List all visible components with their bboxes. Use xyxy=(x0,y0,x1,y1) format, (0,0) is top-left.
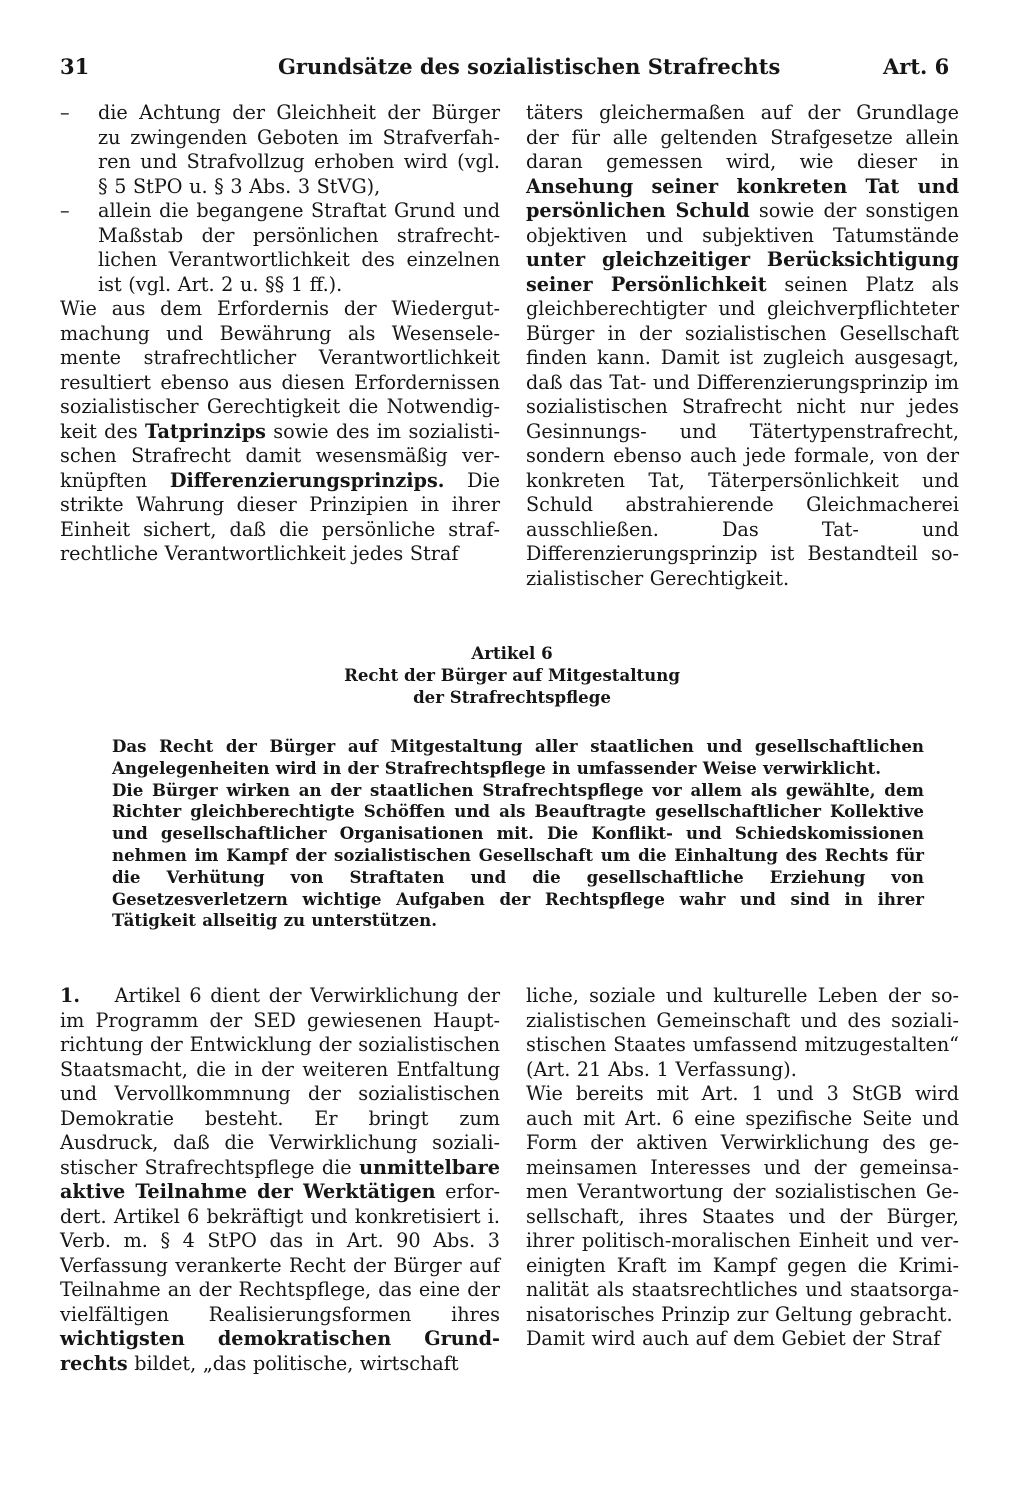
article-reference: Art. 6 xyxy=(883,54,950,79)
paragraph xyxy=(60,297,500,567)
article-heading xyxy=(262,642,762,708)
paragraph: liche, soziale und kulturelle Leben der sozialistischen Gemeinschaft und des sozialistischen Staates umfassend mitzugestalten“ (Art. 21 Abs. 1 Verfassung). xyxy=(526,984,959,1081)
article-title-line: Recht der Bürger auf Mitgestaltung xyxy=(344,665,680,685)
bold-term: Ansehung seiner konkreten Tat und persönlichen Schuld xyxy=(526,174,959,222)
law-text xyxy=(112,736,924,932)
bold-term: unter gleichzeitiger Berücksichtigung seiner Persönlichkeit xyxy=(526,248,959,296)
text-run: erfordert. Artikel 6 bekräftigt und konkretisiert i. Verb. m. § 4 StPO das in Art. 90 Abs. 3 Verfassung verankerte Recht der Bürger auf Teilnahme an der Rechtspflege, das eine der vielfältigen Realisierungsformen ihres xyxy=(60,1180,500,1326)
article-title-line: der Strafrechtspflege xyxy=(413,687,611,707)
column-lower-left xyxy=(60,984,500,1376)
text-run: bildet, „das politische, wirtschaft xyxy=(134,1351,459,1375)
bold-term: wichtigsten demokratischen Grundrechts xyxy=(60,1327,500,1375)
bold-term: unmittelbare aktive Teilnahme der Werktätigen xyxy=(60,1155,500,1203)
column-upper-right xyxy=(526,101,959,591)
page-number: 31 xyxy=(60,54,90,79)
law-paragraph: Die Bürger wirken an der staatlichen Strafrechtspflege vor allem als gewählte, dem Richter gleichberechtigte Schöffen und als Beauftragte gesellschaftlicher Kollektive und gesellschaftlicher Organisationen mit. Die Konflikt- und Schiedskomissionen nehmen im Kampf der sozialistischen Gesellschaft um die Einhaltung des Rechts für die Verhütung von Straftaten und die gesellschaftliche Erziehung von Gesetzesverletzern wichtige Aufgaben der Rechtspflege wahr und sind in ihrer Tätigkeit allseitig zu unterstützen. xyxy=(112,779,924,931)
text-run: sowie des im sozialistischen Strafrecht damit wesensmäßig verknüpften xyxy=(60,419,501,492)
dash-item-text: allein die begangene Straftat Grund und Maßstab der persönlichen strafrechtlichen Verantwortlichkeit des einzelnen ist (vgl. Art. 2 u. §§ 1 ff.). xyxy=(98,199,500,296)
dash-marker: – xyxy=(60,199,70,222)
law-paragraph: Das Recht der Bürger auf Mitgestaltung aller staatlichen und gesellschaftlichen Angelegenheiten wird in der Strafrechtspflege in umfassender Weise verwirklicht. xyxy=(112,736,924,778)
text-run: sowie der sonstigen objektiven und subjektiven Tatumstände xyxy=(526,199,959,247)
paragraph xyxy=(526,101,959,591)
text-run: Die strikte Wahrung dieser Prinzipien in ihrer Einheit sichert, daß die persönliche strafrechtliche Verantwortlichkeit jedes Straf xyxy=(60,468,500,565)
running-header xyxy=(0,54,1024,94)
text-run: Wie aus dem Erfordernis der Wiedergutmachung und Bewährung als Wesenselemente strafrechtlicher Verantwortlichkeit resultiert ebenso aus diesen Erfordernissen sozialistischer Gerechtigkeit die Notwendigkeit des xyxy=(60,297,500,443)
paragraph: Wie bereits mit Art. 1 und 3 StGB wird auch mit Art. 6 eine spezifische Seite und Form der aktiven Verwirklichung des gemeinsamen Interesses und der gemeinsamen Verantwortung der sozialistischen Gesellschaft, ihres Staates und der Bürger, ihrer politisch-moralischen Einheit und vereinigten Kraft im Kampf gegen die Kriminalität als staatsrechtliches und staatsorganisatorisches Prinzip zur Geltung gebracht. xyxy=(526,1082,959,1326)
running-title: Grundsätze des sozialistischen Strafrechts xyxy=(278,54,781,79)
dash-item xyxy=(60,199,500,297)
dash-marker: – xyxy=(60,101,70,124)
bold-term: Differenzierungsprinzips. xyxy=(169,468,445,492)
bold-term: Tatprinzips xyxy=(145,419,266,443)
commentary-number: 1. xyxy=(60,984,81,1007)
text-run: Artikel 6 dient der Verwirklichung der im Programm der SED gewiesenen Hauptrichtung der Entwicklung der sozialistischen Staatsmacht, die in der weiteren Entfaltung und Vervollkommnung der sozialistischen Demokratie besteht. Er bringt zum Ausdruck, daß die Verwirklichung sozialistischer Strafrechtspflege die xyxy=(60,984,500,1179)
paragraph: Damit wird auch auf dem Gebiet der Straf xyxy=(526,1327,941,1350)
text-run: täters gleichermaßen auf der Grundlage der für alle geltenden Strafgesetze allein daran gemessen wird, wie dieser in xyxy=(526,101,959,173)
article-number: Artikel 6 xyxy=(471,643,553,663)
text-run: seinen Platz als gleichberechtigter und gleichverpflichteter Bürger in der sozialistischen Gesellschaft finden kann. Damit ist zugleich ausgesagt, daß das Tat- und Differenzierungsprinzip im sozialistischen Strafrecht nicht nur jedes Gesinnungs- und Tätertypenstrafrecht, sondern ebenso auch jede formale, von der konkreten Tat, Täterpersönlichkeit und Schuld abstrahierende Gleichmacherei ausschließen. Das Tat- und Differenzierungsprinzip ist Bestandteil sozialistischer Gerechtigkeit. xyxy=(526,272,959,590)
column-lower-right xyxy=(526,984,959,1352)
paragraph xyxy=(60,984,500,1376)
dash-item xyxy=(60,101,500,199)
column-upper-left xyxy=(60,101,500,567)
dash-item-text: die Achtung der Gleichheit der Bürger zu zwingenden Geboten im Strafverfahren und Strafvollzug erhoben wird (vgl. § 5 StPO u. § 3 Abs. 3 StVG), xyxy=(98,101,500,198)
